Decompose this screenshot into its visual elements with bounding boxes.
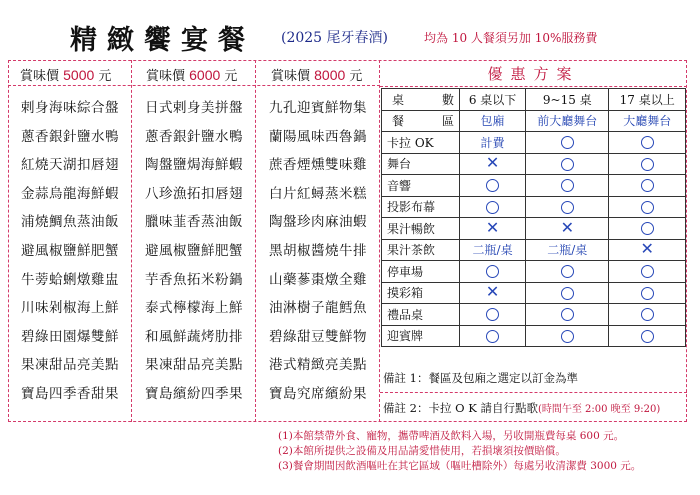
circle-icon	[486, 265, 499, 278]
menu-item: 日式剌身美拼盤	[145, 100, 243, 116]
circle-icon	[486, 201, 499, 214]
table-cell: 大廳舞台	[609, 110, 686, 132]
circle-icon	[486, 179, 499, 192]
table-header-cell: 17 桌以上	[609, 89, 686, 111]
row-label: 投影布幕	[382, 196, 460, 218]
row-label: 舞台	[382, 153, 460, 175]
menu-item: 蔗香煙燻雙味雞	[269, 157, 367, 174]
circle-icon	[561, 158, 574, 171]
table-cell	[609, 132, 686, 154]
price-heading-5000: 賞味價 5000 元	[20, 67, 112, 84]
menu-item: 八珍漁拓扣唇翅	[145, 185, 243, 202]
service-fee-note: 均為 10 人餐須另加 10%服務費	[424, 31, 598, 45]
circle-icon	[641, 136, 654, 149]
table-cell	[526, 261, 609, 283]
menu-item: 陶盤鹽焗海鮮蝦	[145, 157, 243, 174]
table-row	[382, 110, 686, 132]
table-cell	[460, 218, 526, 240]
table-cell	[526, 304, 609, 326]
circle-icon	[641, 158, 654, 171]
table-cell	[526, 325, 609, 347]
menu-item: 油淋樹子龍鱈魚	[269, 300, 367, 317]
menu-item: 陶盤珍肉麻油蝦	[269, 214, 367, 231]
offer-rows	[382, 132, 686, 347]
circle-icon	[641, 179, 654, 192]
menu-item: 和風鮮蔬烤肋排	[145, 328, 243, 345]
row-label: 卡拉 OK	[382, 132, 460, 154]
price-heading-6000: 賞味價 6000 元	[146, 67, 238, 84]
cross-icon: ✕	[560, 217, 574, 237]
table-row	[382, 304, 686, 326]
table-header-cell: 桌 數	[382, 89, 460, 111]
row-label: 摸彩箱	[382, 282, 460, 304]
table-cell: 二瓶/桌	[460, 239, 526, 261]
table-cell: 前大廳舞台	[526, 110, 609, 132]
menu-item: 牛蒡蛤蜊燉雞盅	[21, 271, 119, 288]
menu-item: 臘味韮香蒸油飯	[145, 214, 243, 231]
menu-item: 寶島繽紛四季果	[145, 385, 243, 402]
menu-item: 山藥蔘棗燉全雞	[269, 271, 367, 288]
circle-icon	[641, 308, 654, 321]
menu-item: 金蒜烏龍海鮮蝦	[21, 185, 119, 202]
table-header-cell: 6 桌以下	[460, 89, 526, 111]
cross-icon: ✕	[485, 153, 500, 173]
menu-item: 港式精緻亮美點	[269, 357, 367, 374]
circle-icon	[561, 201, 574, 214]
table-cell	[609, 325, 686, 347]
header	[0, 14, 700, 56]
row-label: 停車場	[382, 261, 460, 283]
cross-icon: ✕	[485, 217, 500, 237]
table-cell	[609, 196, 686, 218]
offer-title: 優惠方案	[487, 65, 580, 83]
table-cell: 二瓶/桌	[526, 239, 609, 261]
table-cell	[460, 304, 526, 326]
divider	[380, 86, 687, 87]
row-label: 迎賓牌	[382, 325, 460, 347]
table-cell	[526, 132, 609, 154]
remark-2: 備註 2：卡拉 O K 請自行點歌(時間午至 2:00 晚至 9:20)	[383, 401, 661, 415]
table-cell	[526, 153, 609, 175]
page-subtitle: (2025 尾牙春酒)	[281, 30, 389, 46]
menu-item: 避風椒鹽鮮肥蟹	[145, 242, 243, 259]
remark-1: 備註 1：餐區及包廂之選定以訂金為準	[383, 371, 578, 385]
row-label: 果汁茶飲	[382, 239, 460, 261]
cross-icon: ✕	[485, 282, 500, 302]
table-cell	[460, 175, 526, 197]
footer-notes	[278, 428, 641, 473]
table-cell	[460, 153, 526, 175]
table-cell	[460, 325, 526, 347]
menu-list-6000	[132, 96, 256, 411]
menu-list-5000	[8, 96, 132, 411]
footer-note: (1)本館禁帶外食、寵物，攜帶啤酒及飲料入場，另收開瓶費每桌 600 元。	[278, 430, 625, 442]
menu-item: 九孔迎賓鮮物集	[269, 100, 367, 116]
menu-item: 蘭陽風味西魯鍋	[269, 128, 367, 145]
table-cell	[526, 218, 609, 240]
table-row	[382, 89, 686, 111]
menu-item: 黑胡椒醬燒牛排	[269, 242, 367, 259]
menu-item: 浦燒鯛魚蒸油飯	[21, 214, 119, 231]
table-row	[382, 325, 686, 347]
menu-list-8000	[256, 96, 380, 411]
row-label: 音響	[382, 175, 460, 197]
table-row	[382, 218, 686, 240]
menu-item: 紅燒天湖扣唇翅	[21, 157, 119, 174]
menu-item: 剌身海味綜合盤	[21, 100, 119, 116]
circle-icon	[561, 308, 574, 321]
circle-icon	[641, 201, 654, 214]
circle-icon	[641, 265, 654, 278]
circle-icon	[641, 222, 654, 235]
table-row	[382, 261, 686, 283]
table-row	[382, 239, 686, 261]
menu-item: 碧綠甜豆雙鮮物	[269, 328, 367, 345]
menu-item: 避風椒鹽鮮肥蟹	[21, 242, 119, 259]
table-cell	[460, 261, 526, 283]
menu-item: 果凍甜品亮美點	[21, 357, 119, 374]
table-cell	[609, 153, 686, 175]
row-label: 果汁暢飲	[382, 218, 460, 240]
footer-note: (3)餐會期間因飲酒嘔吐在其它區域（嘔吐槽除外）每處另收清潔費 3000 元。	[278, 460, 642, 472]
table-row	[382, 132, 686, 154]
menu-item: 芋香魚拓米粉鍋	[145, 271, 243, 288]
table-cell	[460, 196, 526, 218]
table-row	[382, 282, 686, 304]
table-row	[382, 175, 686, 197]
table-cell	[609, 282, 686, 304]
footer-note: (2)本館所提供之設備及用品請愛惜使用，若損壞須按價賠償。	[278, 445, 566, 457]
circle-icon	[561, 136, 574, 149]
circle-icon	[641, 330, 654, 343]
circle-icon	[486, 308, 499, 321]
menu-item: 蔥香銀針鹽水鴨	[21, 128, 119, 145]
circle-icon	[561, 287, 574, 300]
price-heading-8000: 賞味價 8000 元	[271, 67, 363, 84]
circle-icon	[561, 265, 574, 278]
divider	[380, 392, 687, 393]
circle-icon	[561, 330, 574, 343]
table-header-cell: 9~15 桌	[526, 89, 609, 111]
menu-item: 白片紅蟳蒸米糕	[269, 185, 367, 202]
table-cell: 計費	[460, 132, 526, 154]
table-cell	[526, 175, 609, 197]
table-cell: 包廂	[460, 110, 526, 132]
menu-item: 寶島四季香甜果	[21, 385, 119, 402]
menu-item: 川味剁椒海上鮮	[21, 300, 119, 317]
table-cell	[526, 196, 609, 218]
table-cell	[609, 304, 686, 326]
table-row	[382, 153, 686, 175]
offer-table	[381, 88, 686, 347]
circle-icon	[486, 330, 499, 343]
menu-item: 碧綠田園爆雙鮮	[21, 328, 119, 345]
menu-item: 果凍甜品亮美點	[145, 357, 243, 374]
cross-icon: ✕	[640, 239, 654, 259]
menu-item: 泰式檸檬海上鮮	[145, 300, 243, 317]
table-cell: 餐 區	[382, 110, 460, 132]
page-title: 精緻饗宴餐	[70, 25, 255, 56]
menu-item: 寶島究席繽紛果	[269, 385, 367, 402]
table-cell	[526, 282, 609, 304]
circle-icon	[561, 179, 574, 192]
circle-icon	[641, 287, 654, 300]
table-cell	[609, 218, 686, 240]
table-cell	[460, 282, 526, 304]
table-row	[382, 196, 686, 218]
table-cell	[609, 261, 686, 283]
table-cell	[609, 175, 686, 197]
row-label: 禮品桌	[382, 304, 460, 326]
table-cell	[609, 239, 686, 261]
menu-item: 蔥香銀針鹽水鴨	[145, 128, 243, 145]
